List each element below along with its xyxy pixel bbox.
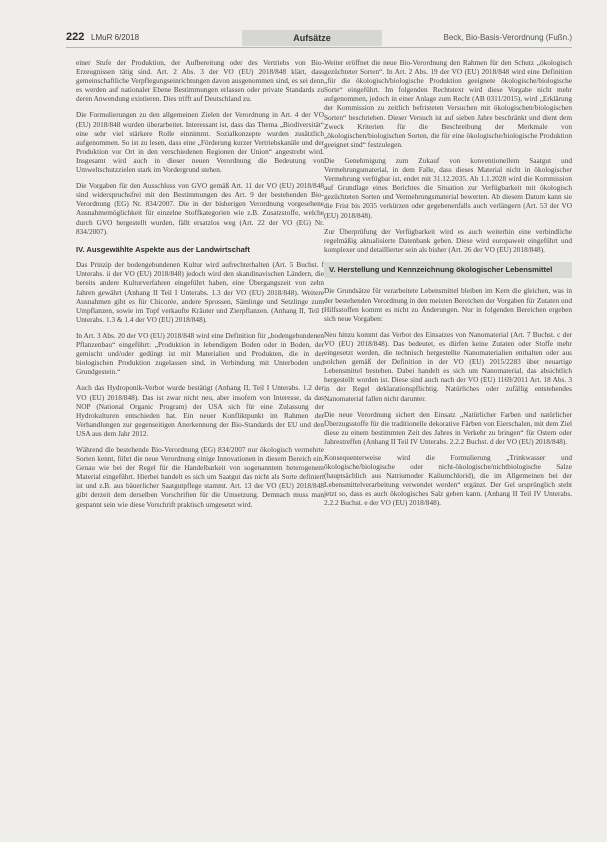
- paragraph: Das Prinzip der bodengebundenen Kultur wird aufrechterhalten (Art. 5 Buchst. f Unterabs. ii der VO (EU) 2018/848) jedoch wird den skandinavischen Ländern, die bereits andere Kulturverfahren eingeführt haben, eine Übergangszeit von zehn Jahren gewährt (Anhang II Teil I Unterabs. 1.3 der VO (EU) 2018/848). Weitere Ausnahmen gibt es für Chicorée, andere Sprossen, Sämlinge und Setzlinge zum Umpflanzen, sowie im Topf verkaufte Kräuter und Zierpflanzen. (Anhang II, Teil I Unterabs. 1.3 & 1.4 der VO (EU) 2018/848).: [76, 260, 324, 324]
- paragraph: Weiter eröffnet die neue Bio-Verordnung den Rahmen für den Schutz „ökologisch gezüchteter Sorten“. In Art. 2 Abs. 19 der VO (EU) 2018/848 wird eine Definition „für die ökologisch/biologische Produktion geeignete ökologische/biologische Sorte“ eingeführt. Im folgenden Rechtstext wird diese Vorgabe nicht mehr aufgenommen, jedoch in einer Anlage zum Recht (AB 0311/2015), wird „Erklärung der Kommission zu zeitlich befristeten Versuchen mit ökologischen/biologischen Sorten“ beschrieben. Dieser Versuch ist auf sieben Jahre beschränkt und dient dem Zweck Kriterien für die Beschreibung der Merkmale von „ökologischen/biologischen Sorten, die für eine ökologische/biologische Produktion geeignet sind“ festzulegen.: [324, 58, 572, 149]
- page-header: [66, 30, 572, 46]
- section-label: Aufsätze: [242, 30, 382, 46]
- paragraph: einer Stufe der Produktion, der Aufbereitung oder des Vertriebs von Bio-Erzeugnissen tätig sind. Art. 2 Abs. 3 der VO (EU) 2018/848 klärt, dass gemeinschaftliche Verpflegungseinrichtungen davon ausgenommen sind, es sei denn es werden auf nationaler Ebene Bestimmungen erlassen oder private Standards zu deren Anwendung existieren. Dies trifft auf Deutschland zu.: [76, 58, 324, 104]
- page-number: 222: [66, 31, 85, 43]
- paragraph: Die Genehmigung zum Zukauf von konventionellem Saatgut und Vermehrungsmaterial, in dem Falle, dass dieses Material nicht in ökologischer Vermehrung verfügbar ist, endet mit 31.12.2035. Ab 1.1.2028 wird die Kommission auf Grundlage eines Berichtes die Situation zur Verfügbarkeit mit ökologisch gezüchteten Sorten und Vermehrungsmaterial bewerten. Ab diesem Datum kann sie die Frist bis 2035 verkürzen oder gegebenenfalls auch verlängern (Art. 53 der VO (EU) 2018/848).: [324, 155, 572, 220]
- paragraph: Konsequenterweise wird die Formulierung „Trinkwasser und ökologische/biologische oder nicht-ökologische/nichtbiologische Salze (hauptsächlich aus Natriumoder Kaliumchlorid), die im Allgemeinen bei der Lebensmittelverarbeitung verwendet werden“ ergänzt. Der Gel ursprünglich steht jetzt so, dass es auch ökologisches Salz geben kann. (Anhang II Teil IV Unterabs. 2.2.2 Buchst. e der VO (EU) 2018/848).: [324, 452, 572, 508]
- paragraph: Zur Überprüfung der Verfügbarkeit wird es auch weiterhin eine verbindliche regelmäßig aktualisierte Datenbank geben. Diese wird europaweit eingeführt und komplexer und detaillierter sein als bisher (Art. 26 der VO (EU) 2018/848).: [324, 226, 572, 254]
- running-head-author: Beck, Bio-Basis-Verordnung (Fußn.): [443, 33, 572, 42]
- section-heading-box: V. Herstellung und Kennzeichnung ökologischer Lebensmittel: [324, 262, 572, 279]
- header-divider: [66, 47, 572, 48]
- paragraph: Während die bestehende Bio-Verordnung (EG) 834/2007 nur ökologisch vermehrte Sorten kennt, führt die neue Verordnung einige Innovationen in diesem Bereich ein. Genau wie bei der Regel für die Handelbarkeit von sogenanntem heterogenem Material eingeführt. Hierbei handelt es sich um Saatgut das nicht als Sorte definiert ist und z.B. aus bäuerlicher Saatgutpflege stammt. Art. 13 der VO (EU) 2018/848 gibt derzeit dem derselben Vorschriften für die Umsetzung. Demnach muss man gespannt sein wie diese Vorschrift praktisch umgesetzt wird.: [76, 444, 324, 509]
- paragraph: In Art. 3 Abs. 20 der VO (EU) 2018/848 wird eine Definition für „bodengebundenen Pflanzenbau“ eingeführt: „Produktion in lebendigem Boden oder in Boden, der gemischt und/oder gedüngt ist mit Materialien und Produkten, die in der biologischen Produktion zugelassen sind, in Verbindung mit Unterboden und Grundgestein.“: [76, 330, 324, 377]
- paragraph: Die neue Verordnung sichert den Einsatz „Natürlicher Farben und natürlicher Überzugsstoffe für die traditionelle dekorative Färben von Eierschalen, mit dem Ziel diese zu einem bestimmten Zeit des Jahres in Verkehr zu bringen“ für Ostern oder Jahrestreffen (Anhang II Teil IV Unterabs. 2.2.2 Buchst. d der VO (EU) 2018/848).: [324, 409, 572, 446]
- right-column: [324, 58, 572, 515]
- left-column: [76, 58, 324, 516]
- section-heading: IV. Ausgewählte Aspekte aus der Landwirtschaft: [76, 244, 250, 254]
- paragraph: Neu hinzu kommt das Verbot des Einsatzes von Nanomaterial (Art. 7 Buchst. c der VO (EU) 2018/848). Das bedeutet, es dürfen keine Zutaten oder Stoffe mehr eingesetzt werden, die technisch hergestellte Nanomaterialien enthalten oder aus solchen gemäß der Definition in der VO (EU) 2015/2283 über neuartige Lebensmittel bestehen. Dabei handelt es sich um Nanomaterial, das absichtlich hergestellt worden ist. Diese sind auch nach der VO (EU) 1169/2011 Art. 18 Abs. 3 in der Regel deklarationspflichtig. Natürliches oder zufällig entstehendes Nanomaterial fallen nicht darunter.: [324, 329, 572, 403]
- paragraph: Die Grundsätze für verarbeitete Lebensmittel bleiben im Kern die gleichen, was in der bestehenden Verordnung in den meisten Bereichen der Vorgaben für Zutaten und Hilfsstoffen kommt es nicht zu Änderungen. Nur in folgenden Bereichen ergeben sich neue Vorgaben:: [324, 286, 572, 323]
- paragraph: Die Formulierungen zu den allgemeinen Zielen der Verordnung in Art. 4 der VO (EU) 2018/848 wurden überarbeitet. Interessant ist, dass das Thema „Biodiversität“ eine sehr viel stärkere Rolle einnimmt. Sozialkonzepte wurden zusätzlich aufgenommen. So ist zu lesen, dass eine „Förderung kurzer Vertriebskanäle und der Produktion vor Ort in den verschiedenen Regionen der Union“ angestrebt wird. Insgesamt wird auch in dieser neuen Verordnung die Bedeutung von Umweltschutzzielen stark im Vordergrund stehen.: [76, 110, 324, 175]
- paragraph: Auch das Hydroponik-Verbot wurde bestätigt (Anhang II, Teil I Unterabs. 1.2 der VO (EU) 2018/848). Das ist zwar nicht neu, aber insofern von Interesse, da das NOP (National Organic Program) der USA sich für eine Zulassung der Hydrokulturen entschieden hat. Ein neuer Konfliktpunkt im Rahmen der Verhandlungen zur gegenseitigen Anerkennung der Bio-Standards der EU und den USA aus dem Jahr 2012.: [76, 383, 324, 438]
- paragraph: Die Vorgaben für den Ausschluss von GVO gemäß Art. 11 der VO (EU) 2018/848 sind widerspruchsfrei mit den Bestimmungen des Art. 9 der bestehenden Bio-Verordnung (EG) Nr. 834/2007. Die in der bisherigen Verordnung vorgesehene Ausnahmemöglichkeit für einzelne Stoffkategorien wie z.B. Zusatzstoffe, welche durch GVO hergestellt wurden, fällt ersatzlos weg (Art. 22 der VO (EG) Nr. 834/2007).: [76, 181, 324, 236]
- journal-reference: LMuR 6/2018: [91, 33, 140, 42]
